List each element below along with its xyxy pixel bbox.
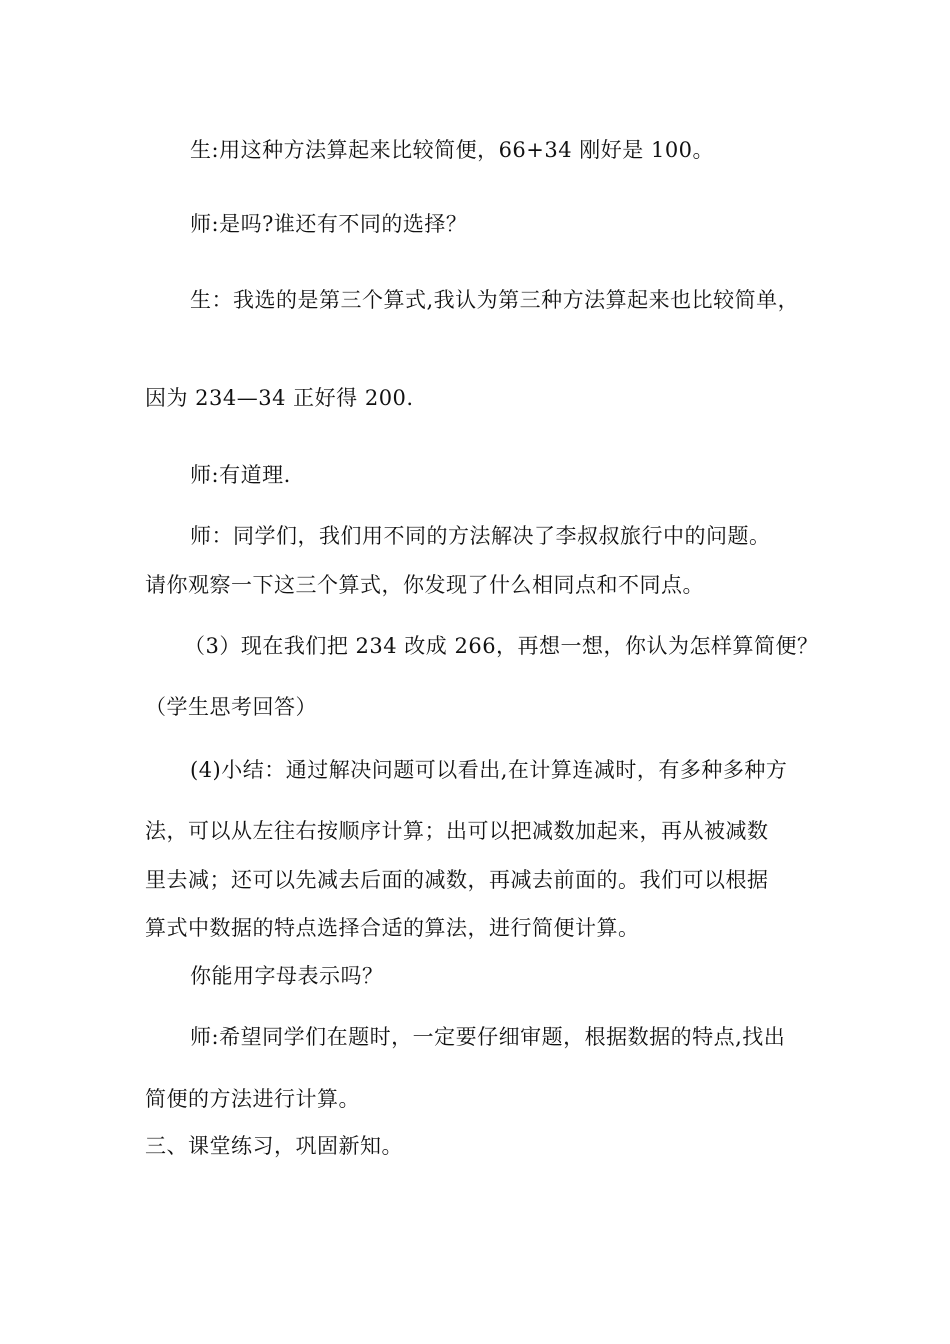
paragraph-line: （学生思考回答） bbox=[145, 695, 317, 719]
paragraph-line: 师:是吗?谁还有不同的选择？ bbox=[190, 212, 468, 236]
paragraph-line: 请你观察一下这三个算式，你发现了什么相同点和不同点。 bbox=[145, 573, 704, 597]
paragraph-line: 师:希望同学们在题时，一定要仔细审题，根据数据的特点,找出 bbox=[190, 1025, 786, 1049]
paragraph-line: (4)小结：通过解决问题可以看出,在计算连减时，有多种多种方 bbox=[190, 758, 788, 782]
paragraph-line: 里去减；还可以先减去后面的减数，再减去前面的。我们可以根据 bbox=[145, 868, 769, 892]
paragraph-line: 生:用这种方法算起来比较简便，66+34 刚好是 100。 bbox=[190, 138, 715, 162]
paragraph-line: 师:有道理. bbox=[190, 463, 291, 487]
paragraph-line: 师：同学们，我们用不同的方法解决了李叔叔旅行中的问题。 bbox=[190, 524, 771, 548]
paragraph-line: 法，可以从左往右按顺序计算；出可以把减数加起来，再从被减数 bbox=[145, 819, 769, 843]
section-heading: 三、课堂练习，巩固新知。 bbox=[145, 1134, 403, 1158]
paragraph-line: （3）现在我们把 234 改成 266，再想一想，你认为怎样算简便？ bbox=[184, 634, 819, 658]
paragraph-line: 你能用字母表示吗？ bbox=[190, 964, 384, 988]
paragraph-line: 因为 234—34 正好得 200. bbox=[145, 386, 414, 410]
paragraph-line: 简便的方法进行计算。 bbox=[145, 1087, 360, 1111]
paragraph-line: 算式中数据的特点选择合适的算法，进行简便计算。 bbox=[145, 916, 640, 940]
paragraph-line: 生：我选的是第三个算式,我认为第三种方法算起来也比较简单， bbox=[190, 288, 800, 312]
